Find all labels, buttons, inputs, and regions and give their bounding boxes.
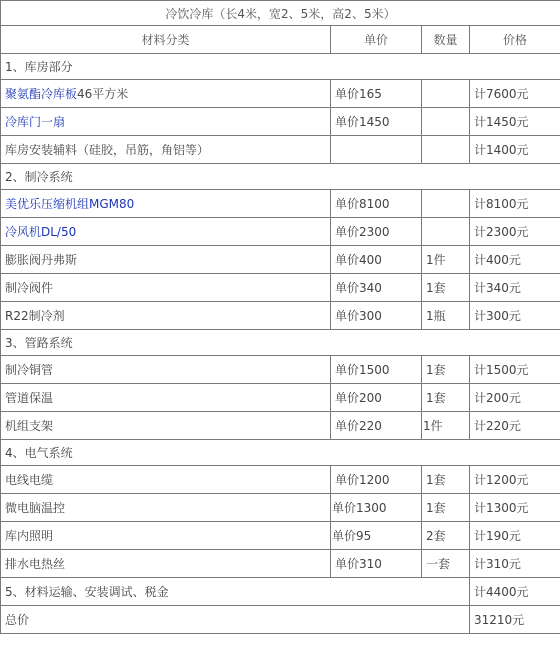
item-unit-price: 单价310 [331, 550, 422, 578]
item-quantity: 1套 [422, 494, 470, 522]
item-unit-price: 单价400 [331, 246, 422, 274]
item-name-link[interactable] [1, 218, 331, 246]
item-price: 计1200元 [470, 466, 560, 494]
item-price: 计7600元 [470, 80, 560, 108]
item-price: 计8100元 [470, 190, 560, 218]
section-label: 4、电气系统 [1, 440, 560, 466]
header-quantity: 数量 [422, 26, 470, 54]
item-quantity: 2套 [422, 522, 470, 550]
item-quantity: 1套 [422, 356, 470, 384]
item-price: 计340元 [470, 274, 560, 302]
item-name-suffix: 46平方米 [77, 87, 129, 101]
table-row [1, 356, 560, 384]
item-quantity: 1套 [422, 274, 470, 302]
table-row [1, 218, 560, 246]
item-unit-price: 单价1500 [331, 356, 422, 384]
item-name-text: 库内照明 [5, 529, 54, 543]
table-row [1, 246, 560, 274]
item-quantity [422, 136, 470, 164]
table-title: 冷饮冷库（长4米，宽2、5米，高2、5米） [1, 1, 560, 26]
item-price: 计300元 [470, 302, 560, 330]
table-row [1, 136, 560, 164]
total-row [1, 606, 560, 634]
item-name [1, 274, 331, 302]
item-unit-price: 单价1200 [331, 466, 422, 494]
section-row [1, 440, 560, 466]
item-quantity [422, 80, 470, 108]
item-unit-price: 单价2300 [331, 218, 422, 246]
item-unit-price [331, 136, 422, 164]
item-name-text: 微电脑温控 [5, 501, 66, 515]
item-unit-price: 单价1450 [331, 108, 422, 136]
item-quantity: 1套 [422, 384, 470, 412]
item-name [1, 136, 331, 164]
table-header-row [1, 26, 560, 54]
item-name-text: 库房安装辅料（硅胶，吊筋，角铝等） [5, 143, 210, 157]
item-unit-price: 单价1300 [331, 494, 422, 522]
item-quantity [422, 218, 470, 246]
table-row [1, 522, 560, 550]
item-unit-price: 单价95 [331, 522, 422, 550]
item-price: 计200元 [470, 384, 560, 412]
section-label: 1、库房部分 [1, 54, 560, 80]
table-row [1, 190, 560, 218]
section-row [1, 54, 560, 80]
item-unit-price: 单价300 [331, 302, 422, 330]
item-unit-price: 单价8100 [331, 190, 422, 218]
item-name-text: 排水电热丝 [5, 557, 66, 571]
item-unit-price: 单价340 [331, 274, 422, 302]
item-unit-price: 单价220 [331, 412, 422, 440]
item-unit-price: 单价165 [331, 80, 422, 108]
item-price: 计220元 [470, 412, 560, 440]
table-row [1, 494, 560, 522]
item-quantity: 1件 [422, 412, 470, 440]
item-price: 计2300元 [470, 218, 560, 246]
item-name-text[interactable]: 聚氨酯冷库板 [5, 87, 78, 101]
item-price: 计1450元 [470, 108, 560, 136]
table-row [1, 274, 560, 302]
item-name-text: 机组支架 [5, 419, 54, 433]
item-name [1, 412, 331, 440]
table-row [1, 80, 560, 108]
table-row [1, 550, 560, 578]
section-row [1, 330, 560, 356]
item-name [1, 384, 331, 412]
item-quantity: 1瓶 [422, 302, 470, 330]
item-name-text[interactable]: 冷库门一扇 [5, 115, 66, 129]
item-name-text[interactable]: 冷风机DL/50 [5, 225, 77, 239]
table-row [1, 466, 560, 494]
header-name: 材料分类 [1, 26, 331, 54]
item-price: 计310元 [470, 550, 560, 578]
misc-price: 计4400元 [470, 578, 560, 606]
item-name-link[interactable] [1, 190, 331, 218]
total-price: 31210元 [470, 606, 560, 634]
item-price: 计1300元 [470, 494, 560, 522]
item-name-text: 电线电缆 [5, 473, 54, 487]
item-name [1, 550, 331, 578]
table-row [1, 302, 560, 330]
misc-row [1, 578, 560, 606]
item-name-text: 膨胀阀丹弗斯 [5, 253, 78, 267]
item-name-link[interactable] [1, 108, 331, 136]
item-name-text[interactable]: 美优乐压缩机组MGM80 [5, 197, 135, 211]
item-quantity: 一套 [422, 550, 470, 578]
item-quantity [422, 190, 470, 218]
item-name [1, 522, 331, 550]
item-quantity: 1套 [422, 466, 470, 494]
table-row [1, 384, 560, 412]
item-name [1, 356, 331, 384]
section-label: 2、制冷系统 [1, 164, 560, 190]
table-row [1, 412, 560, 440]
item-unit-price: 单价200 [331, 384, 422, 412]
item-name [1, 466, 331, 494]
header-price: 价格 [470, 26, 560, 54]
item-name-text: 制冷阀件 [5, 281, 54, 295]
section-row [1, 164, 560, 190]
item-name-text: 制冷铜管 [5, 363, 54, 377]
item-name-text: R22制冷剂 [5, 309, 65, 323]
section-label: 3、管路系统 [1, 330, 560, 356]
misc-label: 5、材料运输、安装调试、税金 [1, 578, 470, 606]
item-name-link[interactable] [1, 80, 331, 108]
table-row [1, 108, 560, 136]
item-name [1, 302, 331, 330]
item-name [1, 246, 331, 274]
item-quantity [422, 108, 470, 136]
item-name-text: 管道保温 [5, 391, 54, 405]
item-price: 计400元 [470, 246, 560, 274]
item-price: 计190元 [470, 522, 560, 550]
header-unit-price: 单价 [331, 26, 422, 54]
item-price: 计1400元 [470, 136, 560, 164]
item-price: 计1500元 [470, 356, 560, 384]
item-quantity: 1件 [422, 246, 470, 274]
item-name [1, 494, 331, 522]
table-title-row [1, 1, 560, 26]
total-label: 总价 [1, 606, 470, 634]
